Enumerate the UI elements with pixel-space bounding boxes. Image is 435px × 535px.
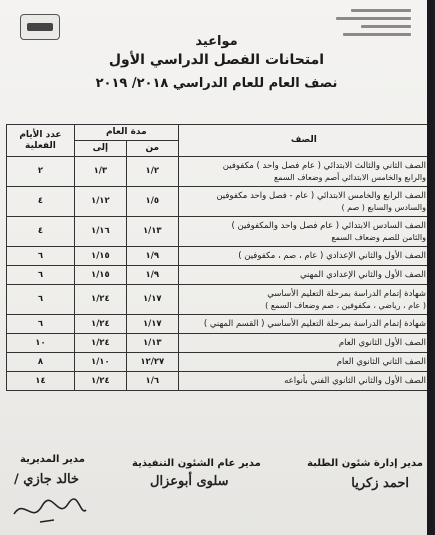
signer-left-name: / خالد جازي — [14, 472, 80, 487]
header-days: عدد الأيام الفعلية — [7, 125, 75, 157]
from-cell: ١/٩ — [126, 266, 178, 285]
to-cell: ١/١٥ — [74, 266, 126, 285]
signature-area — [0, 452, 433, 532]
stage-text: الصف الأول والثاني الإعدادي المهني — [299, 269, 426, 280]
to-cell: ١/٢٤ — [74, 334, 126, 353]
days-cell: ٦ — [7, 285, 75, 315]
stage-cell — [178, 353, 429, 372]
stage-text: الصف السادس الابتدائي ( عام فصل واحد والمكفوفين ) — [231, 220, 426, 231]
stage-text: الصف الرابع والخامس الابتدائي ( عام - فصل واحد مكفوفين — [216, 190, 426, 201]
stage-cell — [178, 266, 429, 285]
stage-text: شهادة إتمام الدراسة بمرحلة التعليم الأساسي — [267, 288, 426, 299]
table-row — [7, 187, 430, 217]
from-cell: ١/٦ — [126, 372, 178, 391]
signer-left-title: مدير المديرية — [20, 454, 85, 465]
table-row — [7, 372, 430, 391]
to-cell: ١/١٠ — [74, 353, 126, 372]
stage-cell — [178, 334, 429, 353]
stage-text: الصف الأول والثاني الثانوي الفني بأنواعه — [284, 375, 426, 386]
from-cell: ١/١٣ — [126, 217, 178, 247]
from-cell: ١/١٧ — [126, 285, 178, 315]
signer-middle-name: سلوى أبوعزال — [150, 474, 229, 489]
stage-cell — [178, 187, 429, 217]
stage-cell — [178, 247, 429, 266]
table-row — [7, 285, 430, 315]
stage-cell — [178, 285, 429, 315]
table-row — [7, 334, 430, 353]
days-cell: ٦ — [7, 315, 75, 334]
from-cell: ١/٢ — [126, 157, 178, 187]
stage-subtext: والسادس والسابع ( صم ) — [341, 202, 426, 212]
exam-schedule-table — [6, 124, 430, 391]
signer-right-title: مدير إدارة شئون الطلبة — [307, 458, 423, 469]
signer-right-name: احمد زكريا — [351, 476, 409, 491]
stage-text: الصف الأول الثانوي العام — [338, 337, 426, 348]
days-cell: ١٤ — [7, 372, 75, 391]
stage-text: الصف الثاني والثالث الابتدائي ( عام فصل واحد ) مكفوفين — [222, 160, 426, 171]
to-cell: ١/٢٤ — [74, 372, 126, 391]
days-cell: ٦ — [7, 247, 75, 266]
signer-middle-title: مدير عام الشئون التنفيذية — [132, 458, 261, 469]
table-row — [7, 247, 430, 266]
handwritten-signature — [10, 494, 90, 528]
from-cell: ١/٥ — [126, 187, 178, 217]
header-stage: الصف — [178, 125, 429, 157]
to-cell: ١/٢٤ — [74, 315, 126, 334]
table-row — [7, 157, 430, 187]
stage-cell — [178, 157, 429, 187]
title-line-3: نصف العام للعام الدراسي ٢٠١٨/ ٢٠١٩ — [95, 76, 338, 91]
table-row — [7, 266, 430, 285]
days-cell: ٢ — [7, 157, 75, 187]
to-cell: ١/١٥ — [74, 247, 126, 266]
table-row — [7, 353, 430, 372]
stage-cell — [178, 217, 429, 247]
table-row — [7, 217, 430, 247]
stage-subtext: والثامن للصم وضعاف السمع — [331, 232, 426, 242]
stage-text: الصف الأول والثاني الإعدادي ( عام ، صم ، مكفوفين ) — [238, 250, 426, 261]
stage-text: شهادة إتمام الدراسة بمرحلة التعليم الأساسي ( القسم المهني ) — [203, 318, 426, 329]
from-cell: ١٢/٢٧ — [126, 353, 178, 372]
stage-text: الصف الثاني الثانوي العام — [336, 356, 426, 367]
to-cell: ١/١٦ — [74, 217, 126, 247]
days-cell: ١٠ — [7, 334, 75, 353]
from-cell: ١/١٣ — [126, 334, 178, 353]
title-line-1: مواعيد — [195, 34, 238, 49]
photo-edge — [427, 0, 433, 535]
days-cell: ٨ — [7, 353, 75, 372]
stage-cell — [178, 372, 429, 391]
stage-subtext: والرابع والخامس الابتدائي أصم وضعاف السمع — [274, 172, 426, 182]
title-line-2: امتحانات الفصل الدراسي الأول — [108, 52, 325, 68]
days-cell: ٤ — [7, 217, 75, 247]
from-cell: ١/٩ — [126, 247, 178, 266]
header-period: مدة العام — [74, 125, 178, 141]
to-cell: ١/١٢ — [74, 187, 126, 217]
table-row — [7, 315, 430, 334]
from-cell: ١/١٧ — [126, 315, 178, 334]
stage-cell — [178, 315, 429, 334]
stage-subtext: ( عام ، رياضي ، مكفوفين ، صم وضعاف السمع ) — [265, 300, 426, 310]
header-from: من — [126, 141, 178, 157]
header-to: إلى — [74, 141, 126, 157]
to-cell: ١/٣ — [74, 157, 126, 187]
days-cell: ٦ — [7, 266, 75, 285]
days-cell: ٤ — [7, 187, 75, 217]
to-cell: ١/٢٤ — [74, 285, 126, 315]
